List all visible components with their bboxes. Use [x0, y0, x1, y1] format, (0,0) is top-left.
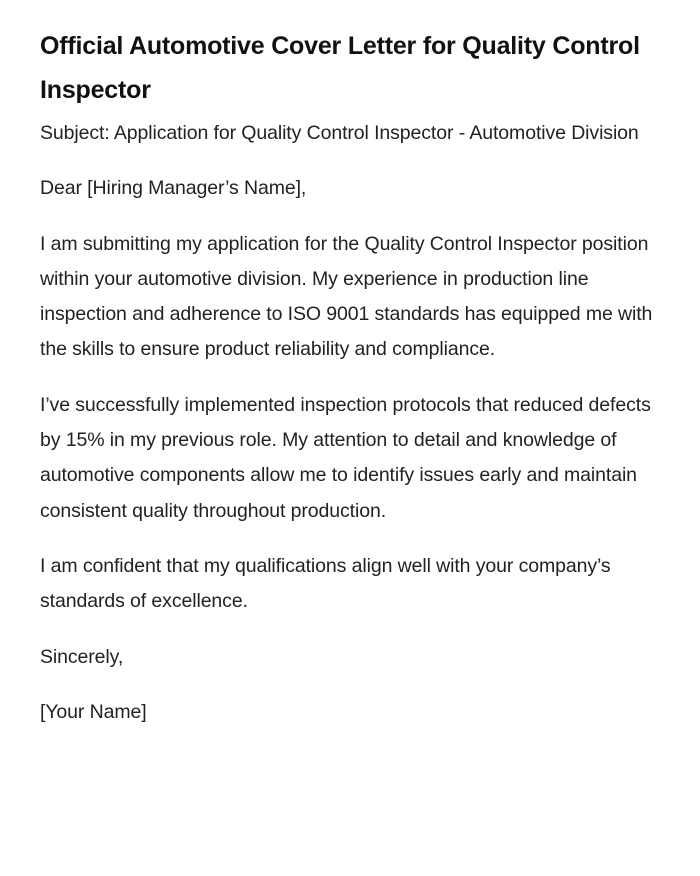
signature: [Your Name]: [40, 700, 147, 723]
body-paragraph-1: I am submitting my application for the Quality Control Inspector position within your automotive division. My experience in production line inspection and adherence to ISO 9001 standards has equipped me with the skills to ensure product reliability and compliance.: [40, 232, 653, 361]
subject-line: Subject: Application for Quality Control Inspector - Automotive Division: [40, 122, 639, 144]
body-paragraph-2: I’ve successfully implemented inspection protocols that reduced defects by 15% in my previous role. My attention to detail and knowledge of automotive components allow me to identify issues early and maintain consistent quality throughout production.: [40, 393, 651, 522]
salutation: Dear [Hiring Manager’s Name],: [40, 177, 307, 200]
closing: Sincerely,: [40, 645, 124, 668]
body-paragraph-3: I am confident that my qualifications align well with your company’s standards of excellence.: [40, 554, 611, 613]
document-title: Official Automotive Cover Letter for Quality Control Inspector: [40, 32, 640, 104]
